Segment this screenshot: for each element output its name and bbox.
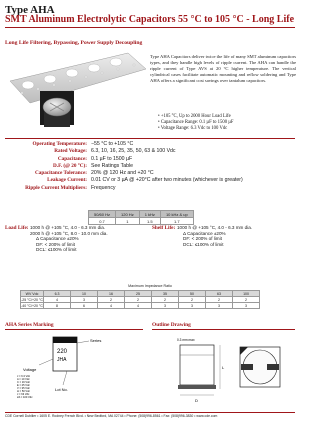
spec-row: [5, 177, 300, 184]
table-header-cell: 1 kHz: [139, 211, 160, 218]
voltage-code: A = 10 Vdc: [17, 378, 30, 381]
table-cell: 1: [116, 218, 140, 225]
shelf-life-line: 1000 h @ +105 °C, 4.0 - 6.3 mm dia.: [177, 225, 253, 230]
load-life-line: DF: < 200% of limit: [36, 241, 75, 247]
footer-address: CDE Cornell Dubilier • 1605 E. Rodney French Blvd. • New Bedford, MA 02744 • Phone: (508)996-8561 • Fax: (508)996-3830 • www.cde.com: [5, 414, 218, 418]
table-cell: 1.7: [160, 218, 193, 225]
voltage-code: J = 6.3 Vdc: [17, 375, 31, 378]
table-cell: 2: [233, 297, 260, 303]
table-header-cell: 50/60 Hz: [89, 211, 116, 218]
table-cell: 4: [44, 297, 71, 303]
load-life-line: DCL: ≤100% of limit: [36, 247, 77, 253]
header-rule: [5, 27, 295, 28]
voltage-code-list: [17, 374, 33, 399]
table-cell: 1.5: [139, 218, 160, 225]
table-header-cell: 100: [233, 291, 260, 297]
spec-row: [5, 185, 300, 192]
table-cell: -25 °C/+20 °C: [21, 297, 43, 302]
type-name: AHA: [30, 4, 55, 16]
table-cell: 3: [152, 303, 179, 309]
drawings: [5, 331, 295, 411]
table-cell: 3: [71, 297, 98, 303]
page-title: SMT Aluminum Electrolytic Capacitors 55 °C to 105 °C - Long Life: [5, 14, 295, 25]
table-header-cell: 120 Hz: [116, 211, 140, 218]
table-cell: 6: [71, 303, 98, 309]
spec-label: Operating Temperature:: [32, 141, 87, 147]
table-cell: -40 °C/+20 °C: [21, 303, 43, 308]
table-header-cell: 6.3: [44, 291, 71, 297]
table-header-cell: 50: [179, 291, 206, 297]
spec-label: D.F. (@ 20 °C):: [53, 162, 87, 169]
type-prefix: Type: [5, 4, 31, 16]
table-row: [21, 303, 260, 309]
load-life-line: 1000 h @ +105 °C, 4.0 - 6.3 mm dia.: [30, 225, 106, 230]
table-cell: 8: [44, 303, 71, 309]
table-header-cell: 25: [125, 291, 152, 297]
spec-value: Frequency: [91, 184, 116, 191]
spec-value: 20% @ 120 Hz and +20 °C: [91, 170, 154, 177]
spec-value: 6.3, 10, 16, 25, 35, 50, 63 & 100 Vdc: [91, 148, 176, 155]
table-cell: 2: [179, 297, 206, 303]
shelf-life-label: Shelf Life:: [152, 225, 176, 231]
table-header-cell: 10 kHz & up: [160, 211, 193, 218]
dim-note: 0.3 mm max: [177, 338, 195, 342]
table-header-row: [89, 211, 194, 218]
terminal-right: [267, 364, 279, 370]
marking-diagram: [17, 337, 101, 399]
feature-item: • +105 °C, Up to 2000 Hour Load Life: [158, 114, 234, 120]
product-photo: [8, 51, 146, 137]
spec-value: See Ratings Table: [91, 162, 134, 169]
outline-diagram: [177, 338, 280, 403]
voltage-code: V = 35 Vdc: [17, 387, 30, 390]
length-label: L: [222, 365, 225, 370]
spec-row: [5, 163, 300, 170]
table-cell: 2: [206, 297, 233, 303]
spec-value: 0.1 µF to 1500 µF: [91, 155, 133, 162]
product-description: Type AHA Capacitors deliver twice the life of many SMT aluminum capacitors types, and they handle high levels of ripple current. The AHA can handle the ripple current of Type AVS at 20 °C higher temperature. The vertical cylindrical cases facilitate automatic mounting and reflow soldering and Type AHA offers a significant cost savings over tantalum capacitors.: [150, 54, 296, 83]
voltage-code: J = 63 Vdc: [17, 393, 30, 396]
load-life-text: [30, 225, 150, 253]
feature-item: • Voltage Range: 6.3 Vdc to 100 Vdc: [158, 126, 234, 132]
table-cell: 2: [98, 297, 125, 303]
voltage-code: C = 16 Vdc: [17, 381, 30, 384]
side-view: [180, 345, 214, 385]
tagline: Long Life Filtering, Bypassing, Power Supply Decoupling: [5, 40, 143, 46]
marking-title: AHA Series Marking: [5, 322, 54, 328]
feature-list: [158, 114, 234, 133]
ripple-multiplier-table: [88, 210, 194, 225]
marking-cap-value: 220: [57, 349, 68, 355]
spec-row: [5, 141, 300, 148]
spec-label: Leakage Current:: [47, 177, 87, 184]
spec-label: Capacitance:: [57, 155, 87, 162]
load-life-line: 2000 h @ +105 °C, 8.0 - 10.0 mm dia.: [30, 230, 108, 236]
shelf-life-text: [177, 225, 297, 247]
load-life-label: Load Life:: [5, 225, 29, 231]
voltage-code: 2A = 100 Vdc: [17, 396, 33, 399]
spec-row: [5, 156, 300, 163]
shelf-life-line: Δ Capacitance ±20%: [183, 230, 226, 236]
table-cell: 3: [179, 303, 206, 309]
table-header-cell: 63: [206, 291, 233, 297]
spec-value: 0.01 CV or 3 µA @ +20°C after two minutes (whichever is greater): [91, 177, 243, 184]
feature-item: • Capacitance Range: 0.1 µF to 1500 µF: [158, 120, 234, 126]
section-rule: [5, 138, 295, 139]
impedance-caption: Maximum Impedance Ratio: [128, 284, 172, 288]
spec-table: [5, 141, 300, 192]
spec-row: [5, 170, 300, 177]
spec-row: [5, 148, 300, 155]
table-cell: 2: [152, 297, 179, 303]
table-header-cell: 10: [71, 291, 98, 297]
table-cell: 0.7: [89, 218, 116, 225]
table-header-cell: 16: [98, 291, 125, 297]
diameter-label: D: [195, 398, 198, 403]
spec-label: Rated Voltage:: [54, 148, 87, 155]
table-header-cell: WV Vdc: [21, 291, 44, 297]
series-label: Series: [90, 338, 102, 343]
table-cell: 4: [98, 303, 125, 309]
spec-value: −55 °C to +105 °C: [91, 141, 134, 147]
table-cell: 3: [233, 303, 260, 309]
table-cell: 4: [125, 303, 152, 309]
shelf-life-line: DF: < 200% of limit: [183, 236, 222, 242]
marking-code: JHA: [57, 357, 67, 363]
table-header-cell: 35: [152, 291, 179, 297]
impedance-table: [20, 290, 260, 309]
marking-rule: [5, 329, 143, 330]
outline-rule: [152, 329, 295, 330]
spec-label: Ripple Current Multipliers:: [25, 184, 87, 191]
terminal-left: [241, 364, 253, 370]
shelf-life-line: DCL: ≤100% of limit: [183, 241, 224, 247]
table-cell: 3: [206, 303, 233, 309]
base-plate: [178, 385, 216, 389]
lot-label: Lot No.: [55, 387, 68, 392]
voltage-label: Voltage: [23, 367, 37, 372]
voltage-code: E = 25 Vdc: [17, 384, 30, 387]
outline-title: Outline Drawing: [152, 322, 191, 328]
table-cell: 2: [125, 297, 152, 303]
spec-label: Capacitance Tolerance:: [34, 170, 87, 177]
voltage-code: H = 50 Vdc: [17, 390, 30, 393]
table-row: [89, 218, 194, 225]
footer-rule: [5, 412, 295, 413]
polarity-stripe: [53, 337, 77, 343]
load-life-line: Δ Capacitance ±20%: [36, 236, 79, 242]
